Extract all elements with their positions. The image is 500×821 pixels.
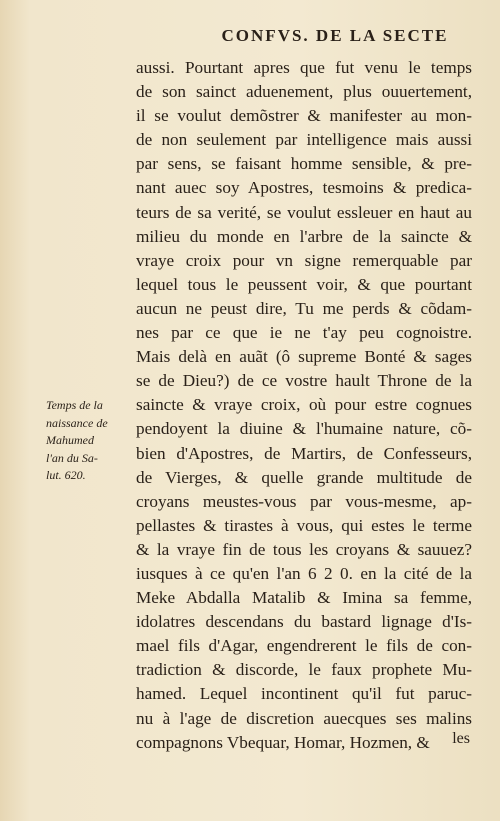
text-line: mael fils d'Agar, engendrerent le fils de con- bbox=[136, 636, 472, 656]
text-line: bien d'Apostres, de Martirs, de Confesseurs, bbox=[136, 443, 472, 463]
text-line: iusques à ce qu'en l'an 6 2 0. en la cité de la bbox=[136, 563, 472, 583]
margin-note-line: l'an du Sa- bbox=[46, 450, 98, 465]
text-line: teurs de sa verité, se voulut essleuer en haut au bbox=[136, 202, 472, 222]
text-line: par sens, se faisant homme sensible, & pre- bbox=[136, 154, 472, 174]
text-line-italic-names: Meke Abdalla Matalib & Imina sa femme, bbox=[136, 588, 472, 608]
text-line: Mais delà en auãt (ô supreme Bonté & sages bbox=[136, 347, 472, 367]
text-line: & la vraye fin de tous les croyans & sauuez? bbox=[136, 539, 472, 559]
text-line: lequel tous le peussent voir, & que pourtant bbox=[136, 274, 472, 294]
text-line: aucun ne peust dire, Tu me perds & cõdam- bbox=[136, 298, 472, 318]
catchword: les bbox=[452, 730, 470, 747]
text-line: de son sainct aduenement, plus ouuertement, bbox=[136, 82, 472, 102]
text-line: nu à l'age de discretion auecques ses malins bbox=[136, 708, 472, 728]
running-header: CONFVS. DE LA SECTE bbox=[221, 26, 449, 45]
margin-note-line: Temps de la bbox=[46, 398, 103, 412]
body-text bbox=[136, 56, 472, 755]
text-line: hamed. Lequel incontinent qu'il fut paruc- bbox=[136, 684, 472, 704]
text-line: de non seulement par intelligence mais aussi bbox=[136, 130, 472, 150]
text-line: saincte & vraye croix, où pour estre cognues bbox=[136, 395, 472, 415]
text-line: tradiction & discorde, le faux prophete Mu- bbox=[136, 660, 472, 680]
text-line: nant auec soy Apostres, tesmoins & predica- bbox=[136, 178, 472, 198]
text-line: de Vierges, & quelle grande multitude de bbox=[136, 467, 472, 487]
margin-note-line: naissance de bbox=[46, 415, 108, 430]
text-line: nes par ce que ie ne t'ay peu cognoistre. bbox=[136, 323, 472, 343]
text-line: compagnons Vbequar, Homar, Hozmen, & bbox=[136, 732, 430, 752]
text-line: idolatres descendans du bastard lignage d'Is- bbox=[136, 612, 472, 632]
margin-note-line: Mahumed bbox=[46, 433, 94, 447]
text-line: pellastes & tirastes à vous, qui estes le terme bbox=[136, 515, 472, 535]
text-line: se de Dieu?) de ce vostre hault Throne de la bbox=[136, 371, 472, 391]
text-line: pendoyent la diuine & l'humaine nature, cõ- bbox=[136, 419, 472, 439]
text-line: vraye croix pour vn signe remerquable par bbox=[136, 250, 472, 270]
text-line: croyans meustes-vous par vous-mesme, ap- bbox=[136, 491, 472, 511]
margin-note bbox=[46, 397, 134, 485]
text-line: aussi. Pourtant apres que fut venu le temps bbox=[136, 58, 472, 77]
text-line: il se voulut demõstrer & manifester au mon- bbox=[136, 106, 472, 126]
margin-note-line: lut. 620. bbox=[46, 468, 86, 482]
text-line: milieu du monde en l'arbre de la saincte & bbox=[136, 226, 472, 246]
